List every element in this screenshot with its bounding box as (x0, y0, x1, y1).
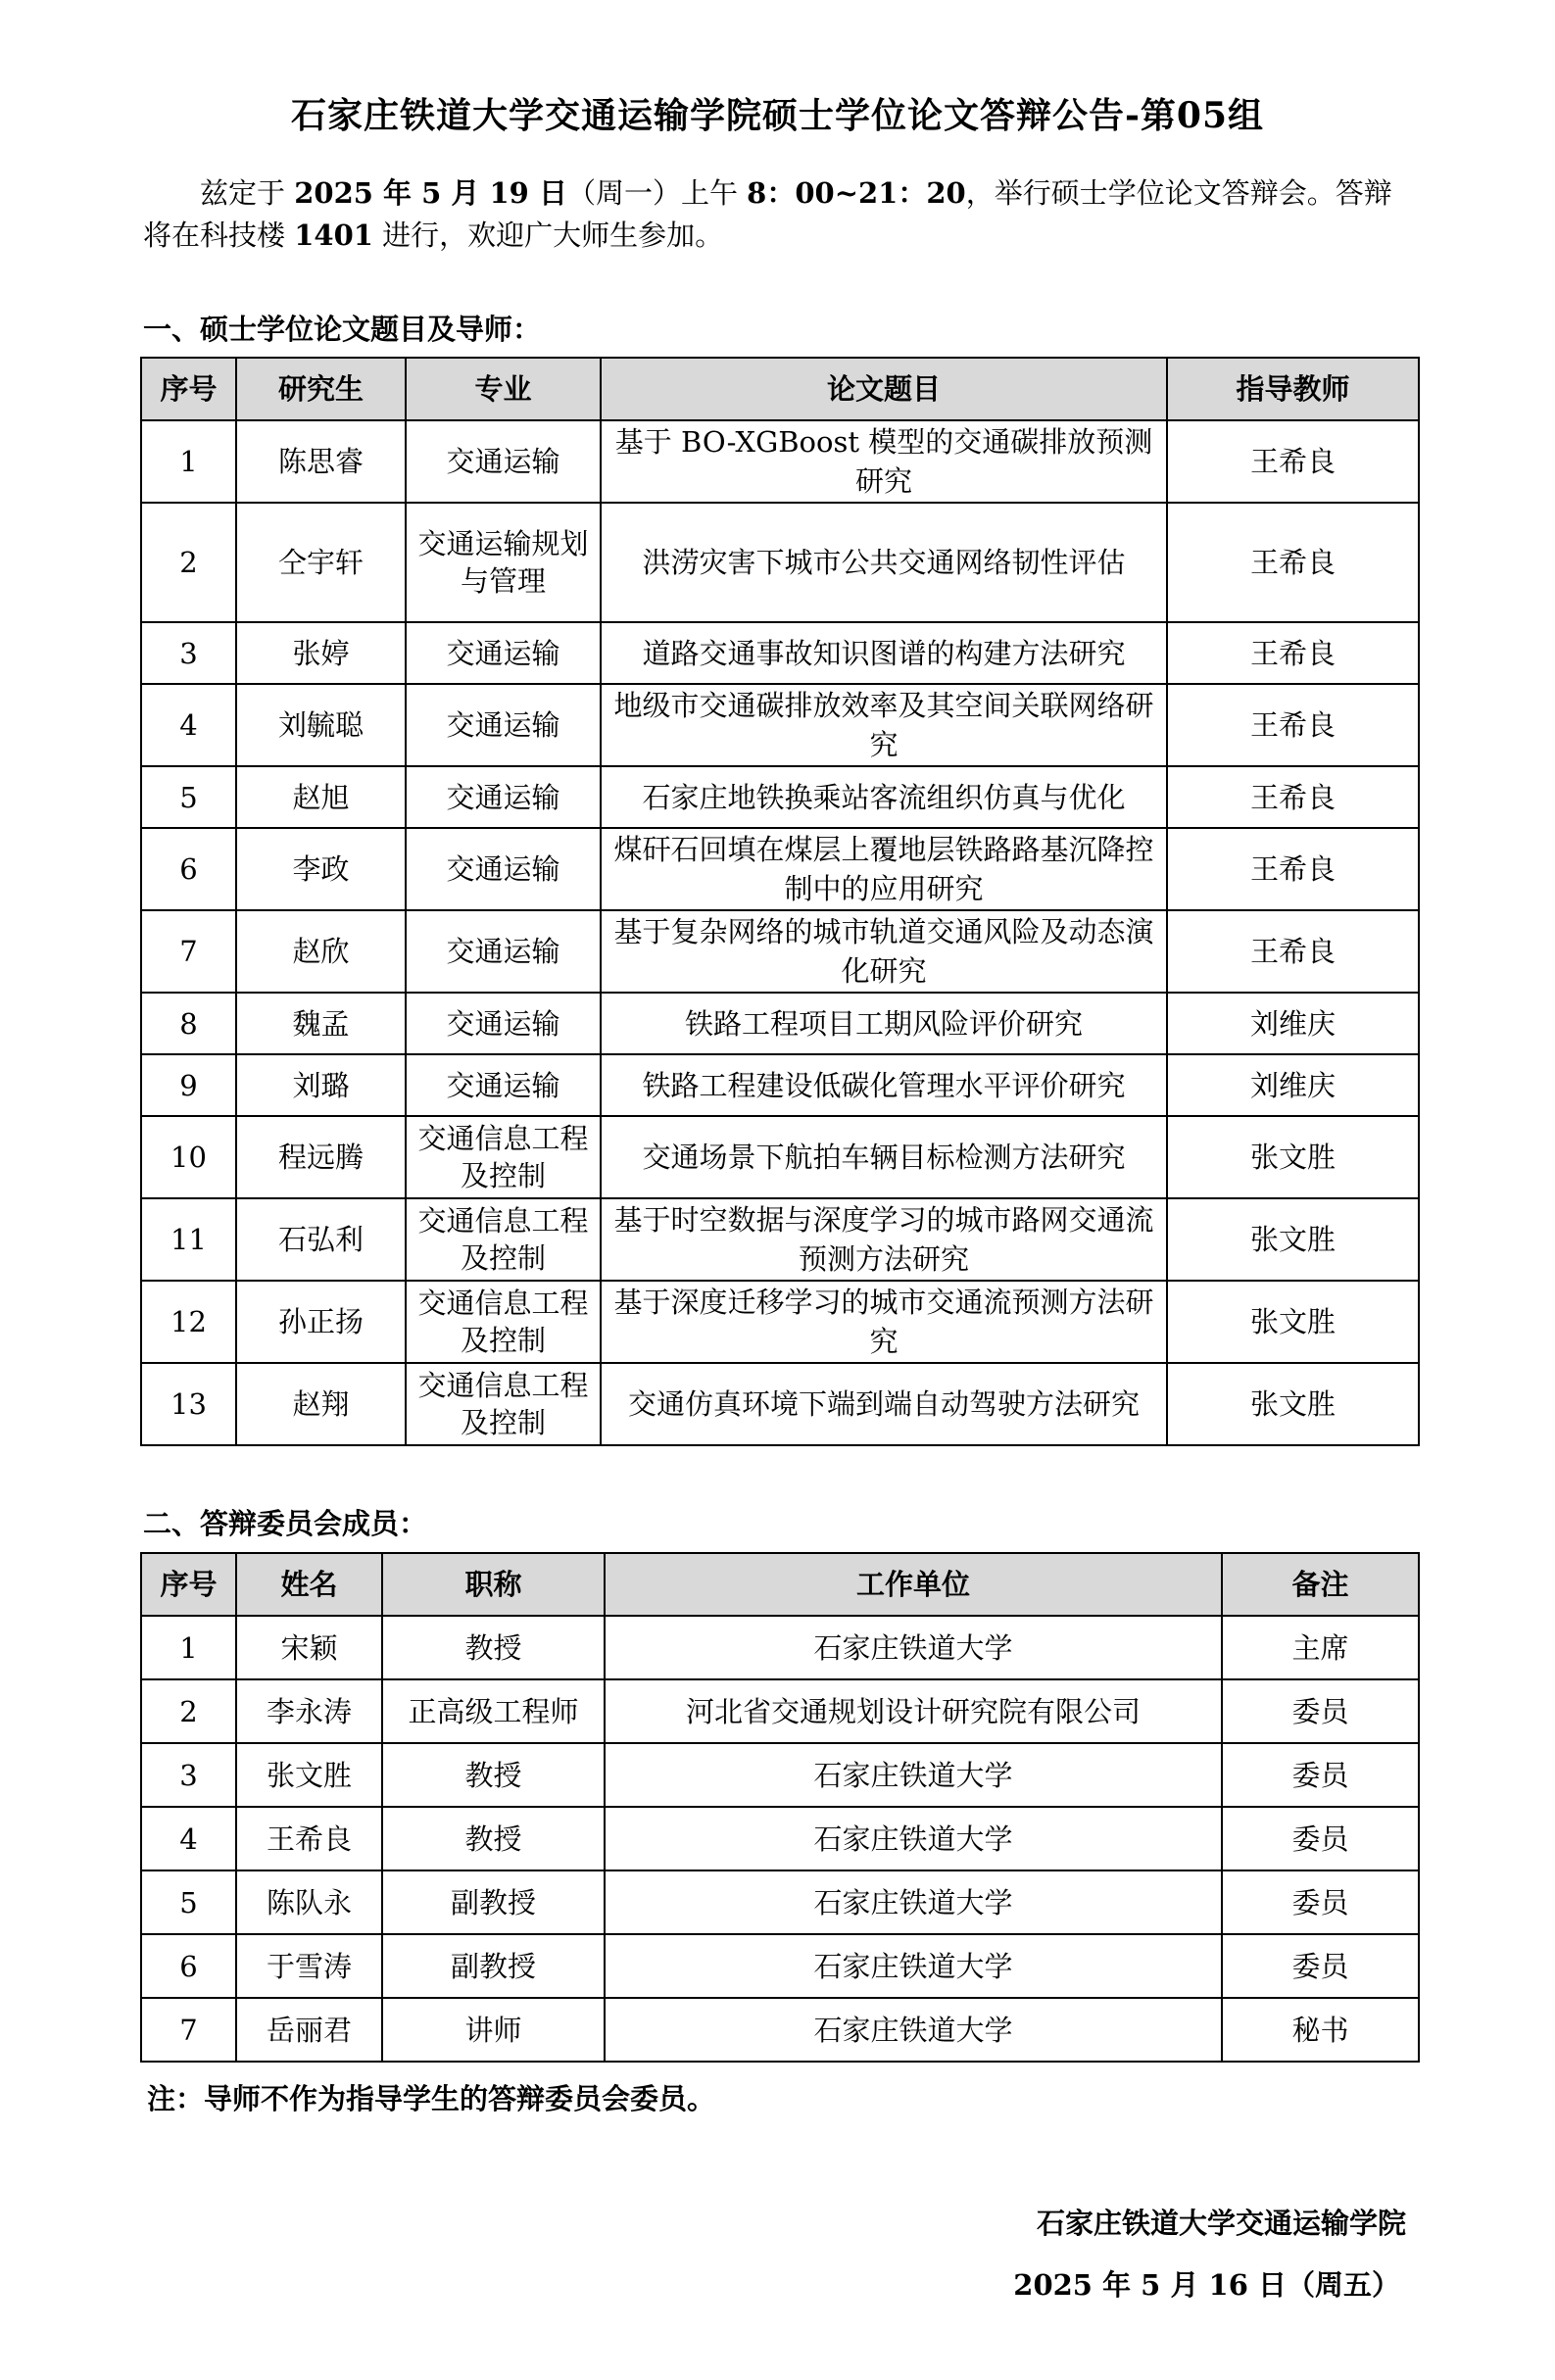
table-row (141, 420, 1419, 503)
committee-table-header-row (141, 1553, 1419, 1616)
cell-name: 于雪涛 (236, 1934, 382, 1998)
table-row (141, 1743, 1419, 1807)
cell-rank: 教授 (382, 1807, 605, 1870)
cell-student: 魏孟 (236, 993, 406, 1054)
cell-no: 6 (141, 828, 236, 910)
cell-thesis-title: 铁路工程项目工期风险评价研究 (601, 993, 1167, 1054)
cell-major: 交通信息工程及控制 (406, 1198, 601, 1281)
table-row (141, 1870, 1419, 1934)
signature-organization: 石家庄铁道大学交通运输学院 (1036, 2207, 1406, 2240)
cell-advisor: 王希良 (1167, 828, 1419, 910)
cell-student: 石弘利 (236, 1198, 406, 1281)
cell-thesis-title: 石家庄地铁换乘站客流组织仿真与优化 (601, 766, 1167, 828)
cell-no: 13 (141, 1363, 236, 1445)
cell-role: 委员 (1222, 1934, 1419, 1998)
header-role: 备注 (1222, 1553, 1419, 1616)
cell-student: 孙正扬 (236, 1281, 406, 1363)
cell-thesis-title: 煤矸石回填在煤层上覆地层铁路路基沉降控制中的应用研究 (601, 828, 1167, 910)
table-row (141, 993, 1419, 1054)
cell-advisor: 王希良 (1167, 910, 1419, 993)
cell-advisor: 刘维庆 (1167, 1054, 1419, 1116)
cell-rank: 正高级工程师 (382, 1679, 605, 1743)
cell-major: 交通运输 (406, 910, 601, 993)
cell-advisor: 张文胜 (1167, 1363, 1419, 1445)
section-heading-thesis: 一、硕士学位论文题目及导师： (143, 313, 542, 346)
cell-role: 委员 (1222, 1870, 1419, 1934)
intro-text-4: 进行，欢迎广大师生参加。 (372, 219, 724, 252)
cell-no: 2 (141, 1679, 236, 1743)
cell-thesis-title: 交通仿真环境下端到端自动驾驶方法研究 (601, 1363, 1167, 1445)
intro-text-3: ，举行硕士学位论文答辩会。答辩将在科技楼 (143, 176, 1392, 252)
intro-text-2: （周一）上午 (566, 176, 748, 210)
header-rank: 职称 (382, 1553, 605, 1616)
cell-student: 仝宇轩 (236, 503, 406, 622)
cell-major: 交通运输 (406, 828, 601, 910)
header-major: 专业 (406, 358, 601, 420)
cell-org: 河北省交通规划设计研究院有限公司 (605, 1679, 1222, 1743)
cell-name: 岳丽君 (236, 1998, 382, 2062)
thesis-table-header-row (141, 358, 1419, 420)
cell-student: 刘毓聪 (236, 684, 406, 766)
cell-no: 8 (141, 993, 236, 1054)
table-row (141, 684, 1419, 766)
header-thesis-title: 论文题目 (601, 358, 1167, 420)
cell-advisor: 王希良 (1167, 420, 1419, 503)
cell-org: 石家庄铁道大学 (605, 1934, 1222, 1998)
cell-rank: 副教授 (382, 1934, 605, 1998)
cell-no: 6 (141, 1934, 236, 1998)
cell-role: 委员 (1222, 1807, 1419, 1870)
intro-date: 2025 年 5 月 19 日 (294, 176, 567, 210)
table-row (141, 910, 1419, 993)
cell-thesis-title: 道路交通事故知识图谱的构建方法研究 (601, 622, 1167, 684)
thesis-table (140, 357, 1420, 1446)
cell-thesis-title: 洪涝灾害下城市公共交通网络韧性评估 (601, 503, 1167, 622)
cell-student: 李政 (236, 828, 406, 910)
cell-thesis-title: 地级市交通碳排放效率及其空间关联网络研究 (601, 684, 1167, 766)
header-org: 工作单位 (605, 1553, 1222, 1616)
table-row (141, 828, 1419, 910)
announcement-intro (143, 172, 1407, 257)
cell-rank: 教授 (382, 1743, 605, 1807)
cell-major: 交通运输规划与管理 (406, 503, 601, 622)
cell-student: 赵旭 (236, 766, 406, 828)
cell-major: 交通运输 (406, 1054, 601, 1116)
table-row (141, 503, 1419, 622)
cell-advisor: 张文胜 (1167, 1116, 1419, 1198)
table-row (141, 1616, 1419, 1679)
cell-student: 赵欣 (236, 910, 406, 993)
signature-date: 2025 年 5 月 16 日（周五） (1013, 2268, 1400, 2302)
cell-no: 3 (141, 1743, 236, 1807)
cell-no: 2 (141, 503, 236, 622)
cell-no: 5 (141, 766, 236, 828)
cell-student: 张婷 (236, 622, 406, 684)
cell-no: 7 (141, 910, 236, 993)
table-row (141, 1934, 1419, 1998)
cell-no: 5 (141, 1870, 236, 1934)
cell-no: 1 (141, 1616, 236, 1679)
cell-name: 陈队永 (236, 1870, 382, 1934)
table-row (141, 622, 1419, 684)
cell-thesis-title: 基于深度迁移学习的城市交通流预测方法研究 (601, 1281, 1167, 1363)
cell-thesis-title: 基于时空数据与深度学习的城市路网交通流预测方法研究 (601, 1198, 1167, 1281)
cell-rank: 教授 (382, 1616, 605, 1679)
cell-no: 7 (141, 1998, 236, 2062)
cell-advisor: 王希良 (1167, 503, 1419, 622)
cell-no: 11 (141, 1198, 236, 1281)
cell-no: 1 (141, 420, 236, 503)
cell-org: 石家庄铁道大学 (605, 1743, 1222, 1807)
table-row (141, 1998, 1419, 2062)
cell-student: 程远腾 (236, 1116, 406, 1198)
cell-advisor: 王希良 (1167, 622, 1419, 684)
cell-student: 陈思睿 (236, 420, 406, 503)
cell-advisor: 张文胜 (1167, 1198, 1419, 1281)
cell-no: 3 (141, 622, 236, 684)
footnote: 注：导师不作为指导学生的答辩委员会委员。 (147, 2082, 716, 2115)
cell-org: 石家庄铁道大学 (605, 1807, 1222, 1870)
cell-name: 李永涛 (236, 1679, 382, 1743)
cell-no: 10 (141, 1116, 236, 1198)
cell-advisor: 刘维庆 (1167, 993, 1419, 1054)
header-advisor: 指导教师 (1167, 358, 1419, 420)
cell-major: 交通信息工程及控制 (406, 1281, 601, 1363)
intro-room: 1401 (294, 219, 373, 252)
cell-role: 主席 (1222, 1616, 1419, 1679)
cell-org: 石家庄铁道大学 (605, 1616, 1222, 1679)
cell-major: 交通信息工程及控制 (406, 1116, 601, 1198)
cell-major: 交通运输 (406, 684, 601, 766)
cell-advisor: 王希良 (1167, 766, 1419, 828)
cell-major: 交通运输 (406, 622, 601, 684)
cell-thesis-title: 铁路工程建设低碳化管理水平评价研究 (601, 1054, 1167, 1116)
cell-advisor: 张文胜 (1167, 1281, 1419, 1363)
table-row (141, 1198, 1419, 1281)
cell-name: 王希良 (236, 1807, 382, 1870)
page-title: 石家庄铁道大学交通运输学院硕士学位论文答辩公告-第05组 (290, 95, 1265, 136)
cell-no: 9 (141, 1054, 236, 1116)
cell-no: 4 (141, 1807, 236, 1870)
intro-text-1: 兹定于 (200, 176, 295, 210)
cell-name: 宋颖 (236, 1616, 382, 1679)
cell-major: 交通运输 (406, 766, 601, 828)
cell-org: 石家庄铁道大学 (605, 1998, 1222, 2062)
cell-thesis-title: 基于复杂网络的城市轨道交通风险及动态演化研究 (601, 910, 1167, 993)
table-row (141, 1054, 1419, 1116)
table-row (141, 1116, 1419, 1198)
header-student: 研究生 (236, 358, 406, 420)
cell-role: 委员 (1222, 1679, 1419, 1743)
cell-role: 委员 (1222, 1743, 1419, 1807)
cell-role: 秘书 (1222, 1998, 1419, 2062)
table-row (141, 1679, 1419, 1743)
cell-student: 赵翔 (236, 1363, 406, 1445)
cell-major: 交通运输 (406, 993, 601, 1054)
table-row (141, 1281, 1419, 1363)
cell-major: 交通运输 (406, 420, 601, 503)
section-heading-committee: 二、答辩委员会成员： (143, 1507, 428, 1540)
intro-time: 8：00~21：20 (747, 176, 966, 210)
cell-thesis-title: 交通场景下航拍车辆目标检测方法研究 (601, 1116, 1167, 1198)
header-no: 序号 (141, 1553, 236, 1616)
committee-table (140, 1552, 1420, 2063)
header-name: 姓名 (236, 1553, 382, 1616)
cell-thesis-title: 基于 BO-XGBoost 模型的交通碳排放预测研究 (601, 420, 1167, 503)
header-no: 序号 (141, 358, 236, 420)
cell-rank: 副教授 (382, 1870, 605, 1934)
table-row (141, 766, 1419, 828)
cell-student: 刘璐 (236, 1054, 406, 1116)
cell-major: 交通信息工程及控制 (406, 1363, 601, 1445)
cell-org: 石家庄铁道大学 (605, 1870, 1222, 1934)
cell-no: 4 (141, 684, 236, 766)
table-row (141, 1807, 1419, 1870)
cell-name: 张文胜 (236, 1743, 382, 1807)
table-row (141, 1363, 1419, 1445)
cell-no: 12 (141, 1281, 236, 1363)
cell-rank: 讲师 (382, 1998, 605, 2062)
cell-advisor: 王希良 (1167, 684, 1419, 766)
